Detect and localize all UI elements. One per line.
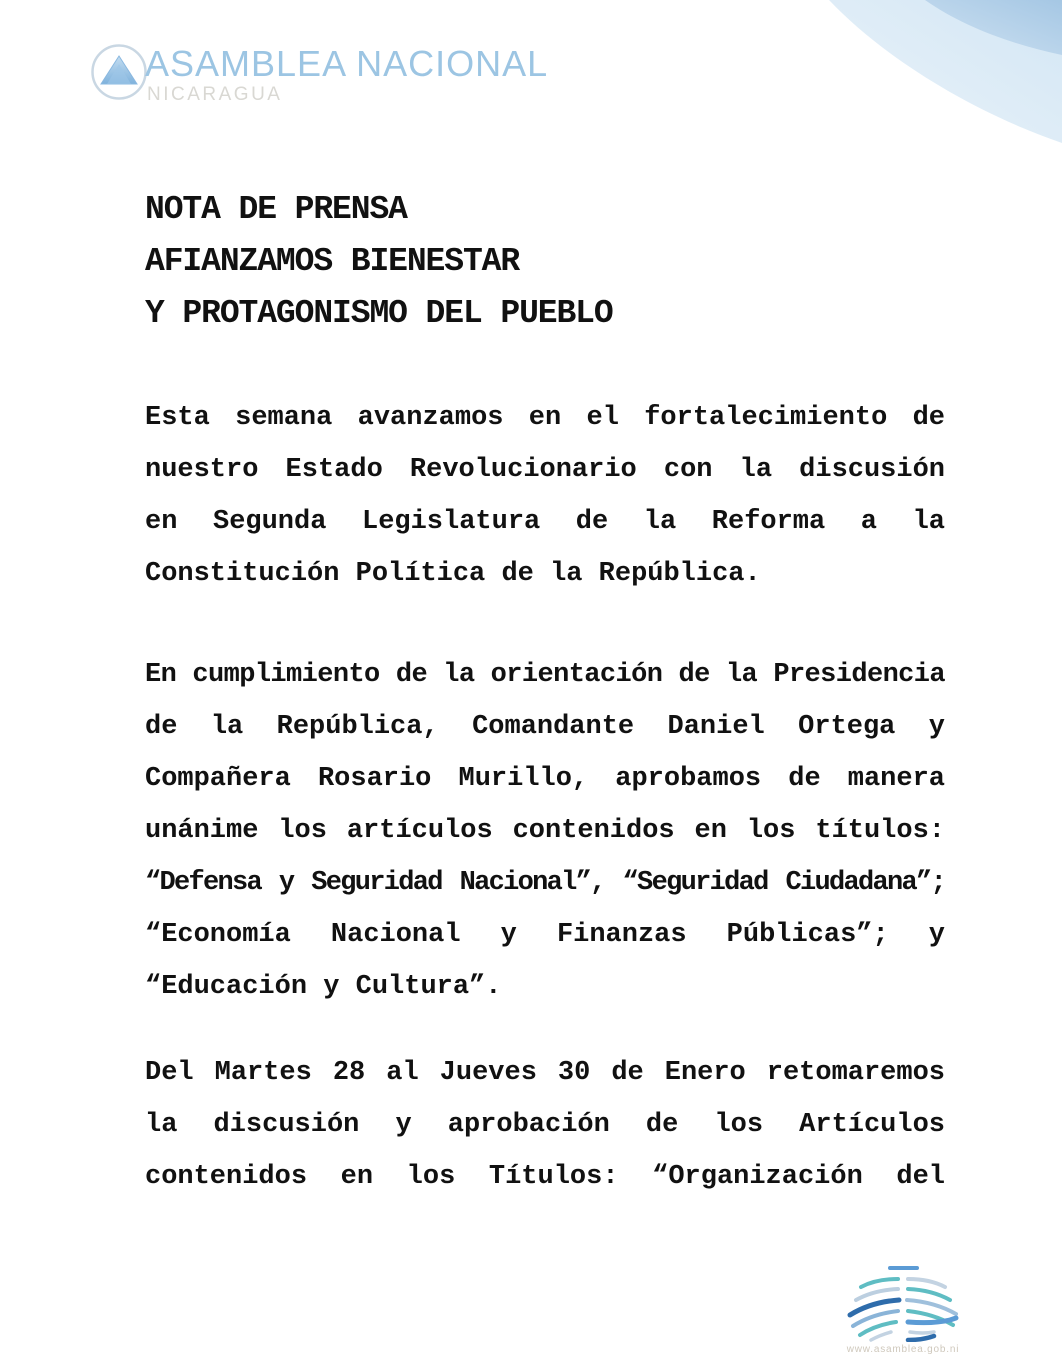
text-line: Compañera Rosario Murillo, aprobamos de manera <box>145 764 945 794</box>
text-line: de la República, Comandante Daniel Ortega y <box>145 712 945 742</box>
text-line: En cumplimiento de la orientación de la Presidencia <box>145 660 945 690</box>
org-name: ASAMBLEA NACIONAL <box>145 43 549 84</box>
text-line: unánime los artículos contenidos en los títulos: <box>145 816 945 846</box>
title-line: Y PROTAGONISMO DEL PUEBLO <box>145 295 613 332</box>
globe-arcs-icon <box>838 1262 968 1342</box>
website-url: www.asamblea.gob.ni <box>846 1344 960 1355</box>
text-line: nuestro Estado Revolucionario con la discusión <box>145 455 945 485</box>
text-line: contenidos en los Títulos: “Organización del <box>145 1162 945 1192</box>
emblem-triangle-icon <box>90 43 148 101</box>
document-body <box>145 184 945 1203</box>
document-title <box>145 184 945 340</box>
paragraph <box>145 649 945 1013</box>
text-line: “Defensa y Seguridad Nacional”, “Seguridad Ciudadana”; <box>145 868 945 898</box>
title-line: NOTA DE PRENSA <box>145 191 407 228</box>
corner-swoosh-icon <box>822 0 1062 150</box>
text-line: Del Martes 28 al Jueves 30 de Enero retomaremos <box>145 1058 945 1088</box>
text-line: la discusión y aprobación de los Artículos <box>145 1110 945 1140</box>
text-line: “Educación y Cultura”. <box>145 972 502 1002</box>
paragraph <box>145 1047 945 1203</box>
paragraph <box>145 392 945 600</box>
text-line: “Economía Nacional y Finanzas Públicas”; y <box>145 920 945 950</box>
text-line: en Segunda Legislatura de la Reforma a la <box>145 507 945 537</box>
org-country: NICARAGUA <box>147 84 283 105</box>
title-line: AFIANZAMOS BIENESTAR <box>145 243 520 280</box>
text-line: Esta semana avanzamos en el fortalecimiento de <box>145 403 945 433</box>
text-line: Constitución Política de la República. <box>145 559 761 589</box>
